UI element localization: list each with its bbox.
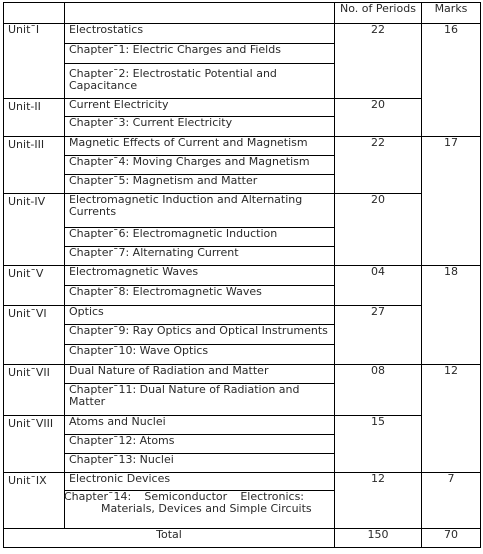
periods-cell: 08 <box>335 365 422 416</box>
chapter-cell: Chapter¯10: Wave Optics <box>65 345 335 365</box>
table-row <box>4 473 481 491</box>
unit-label: Unit-II <box>4 99 65 137</box>
periods-cell: 27 <box>335 306 422 365</box>
marks-cell: 18 <box>422 266 481 365</box>
chapter-cell: Chapter¯7: Alternating Current <box>65 247 335 266</box>
header-marks: Marks <box>422 3 481 24</box>
chapter-cell: Chapter¯12: Atoms <box>65 435 335 454</box>
table-row <box>4 365 481 384</box>
unit-label: Unit¯IX <box>4 473 65 529</box>
periods-cell: 20 <box>335 194 422 266</box>
periods-cell: 15 <box>335 416 422 473</box>
unit-title: Magnetic Effects of Current and Magnetism <box>65 137 335 156</box>
chapter-cell: Chapter¯11: Dual Nature of Radiation and Matter <box>65 384 335 416</box>
unit-title: Dual Nature of Radiation and Matter <box>65 365 335 384</box>
total-marks: 70 <box>422 529 481 548</box>
marks-cell: 12 <box>422 365 481 473</box>
unit-label: Unit-III <box>4 137 65 194</box>
chapter-cell: Chapter¯2: Electrostatic Potential and Capacitance <box>65 64 335 99</box>
table-row <box>4 416 481 435</box>
header-periods: No. of Periods <box>335 3 422 24</box>
table-row <box>4 306 481 325</box>
total-periods: 150 <box>335 529 422 548</box>
chapter-14-line-2: Materials, Devices and Simple Circuits <box>101 502 312 515</box>
chapter-cell <box>65 491 335 529</box>
marks-cell: 16 <box>422 24 481 137</box>
table-row <box>4 266 481 286</box>
unit-title: Atoms and Nuclei <box>65 416 335 435</box>
marks-cell: 7 <box>422 473 481 529</box>
unit-label: Unit¯VI <box>4 306 65 365</box>
header-topic <box>65 3 335 24</box>
chapter-cell: Chapter¯5: Magnetism and Matter <box>65 175 335 194</box>
periods-cell: 04 <box>335 266 422 306</box>
chapter-14-line-1: Chapter¯14: Semiconductor Electronics: <box>64 490 304 503</box>
unit-title: Electromagnetic Induction and Alternating Currents <box>65 194 335 228</box>
total-row <box>4 529 481 548</box>
chapter-cell: Chapter¯6: Electromagnetic Induction <box>65 228 335 247</box>
unit-label: Unit-IV <box>4 194 65 266</box>
unit-label: Unit¯V <box>4 266 65 306</box>
chapter-cell: Chapter¯8: Electromagnetic Waves <box>65 286 335 306</box>
unit-title: Electromagnetic Waves <box>65 266 335 286</box>
chapter-cell: Chapter¯3: Current Electricity <box>65 117 335 137</box>
header-row <box>4 3 481 24</box>
table-row <box>4 24 481 44</box>
chapter-cell: Chapter¯1: Electric Charges and Fields <box>65 44 335 64</box>
unit-label: Unit¯VIII <box>4 416 65 473</box>
unit-title: Electronic Devices <box>65 473 335 491</box>
unit-title: Optics <box>65 306 335 325</box>
table-row <box>4 194 481 228</box>
table-row <box>4 137 481 156</box>
unit-label: Unit¯I <box>4 24 65 99</box>
total-label: Total <box>4 529 335 548</box>
periods-cell: 22 <box>335 137 422 194</box>
periods-cell: 20 <box>335 99 422 137</box>
syllabus-table <box>3 2 481 548</box>
chapter-cell: Chapter¯4: Moving Charges and Magnetism <box>65 156 335 175</box>
table-row <box>4 99 481 117</box>
chapter-cell: Chapter¯13: Nuclei <box>65 454 335 473</box>
periods-cell: 12 <box>335 473 422 529</box>
header-unit <box>4 3 65 24</box>
periods-cell: 22 <box>335 24 422 99</box>
unit-label: Unit¯VII <box>4 365 65 416</box>
marks-cell: 17 <box>422 137 481 266</box>
unit-title: Electrostatics <box>65 24 335 44</box>
unit-title: Current Electricity <box>65 99 335 117</box>
chapter-cell: Chapter¯9: Ray Optics and Optical Instruments <box>65 325 335 345</box>
